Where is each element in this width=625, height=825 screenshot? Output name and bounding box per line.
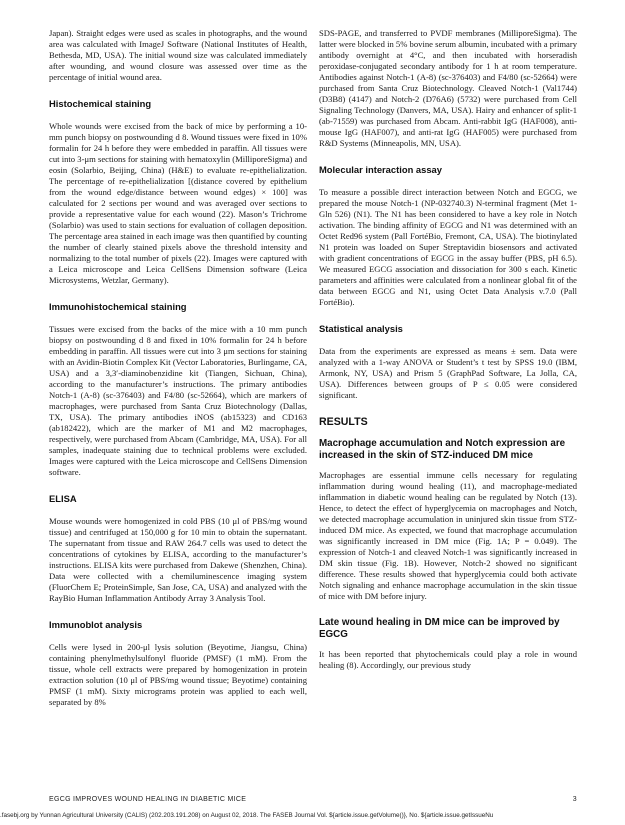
histochemical-staining-paragraph: Whole wounds were excised from the back of mice by performing a 10-mm punch biopsy on postwounding d 8. Wound tissues were fixed in 10% formalin for 24 h before they were embedded in paraffin. All tissues were cut into 3-μm sections for staining with hematoxylin (MilliporeSigma) and eosin (Solarbio, Beijing, China) (H&E) to evaluate re-epithelialization. The percentage of re-epithelialization [(distance covered by epithelium from the wound edge/distance between wound edges) × 100] was calculated for 2 sections per wound and was averaged over sections to provide a representative value for each wound (22). Mason’s Trichrome (Solarbio) was used to stain sections for evaluation of collagen deposition. The percentage area stained in each image was then quantified by counting the number of clearly stained pixels above the threshold intensity and normalizing to the total number of pixels (22). Images were captured with a Leica microscope and Leica CellSens Dimension software (Leica Microsystems, Wetzlar, Germany).: [49, 121, 307, 285]
molecular-interaction-heading: Molecular interaction assay: [319, 164, 442, 175]
statistical-analysis-heading: Statistical analysis: [319, 323, 403, 334]
results-heading: RESULTS: [319, 416, 368, 428]
download-notice: .fasebj.org by Yunnan Agricultural University (CALIS) (202.203.191.208) on August 02, 2018. The FASEB Journal Vol. ${article.issue.getVolume()}, No. ${article.issue.getIssueNu: [0, 812, 494, 819]
immunoblot-continued-paragraph: SDS-PAGE, and transferred to PVDF membranes (MilliporeSigma). The latter were blocked in 5% bovine serum albumin, incubated with a primary antibody overnight at 4°C, and then incubated with horseradish peroxidase-conjugated secondary antibody for 1 h at room temperature. Antibodies against Notch-1 (A-8) (sc-376403) and F4/80 (sc-52664) were purchased from Santa Cruz Biotechnology. Cleaved Notch-1 (Val1744) (D3B8) (4147) and Notch-2 (D76A6) (5732) were purchased from Cell Signaling Technology (Danvers, MA, USA). Hairy and enhancer of split-1 (ab-71559) was purchased from Abcam. Anti-rabbit IgG (HAF008), anti-mouse IgG (HAF007), and anti-rat IgG (HAF005) were purchased from R&D Systems (Minneapolis, MN, USA).: [319, 28, 577, 148]
results-macrophage-paragraph: Macrophages are essential immune cells necessary for regulating inflammation during wound healing (11), and macrophage-mediated inflammation in diabetic wound healing can be regulated by Notch (13). Hence, to detect the effect of hyperglycemia on macrophages and Notch, we detected macrophage accumulation in uninjured skin tissue from STZ-induced DM mice. As expected, we found that macrophage accumulation was significantly increased in DM mice (Fig. 1A; P = 0.049). The expression of Notch-1 and cleaved Notch-1 was significantly increased in DM skin tissue (Fig. 1B). However, Notch-2 showed no significant difference. These results showed that hyperglycemia could both activate Notch signaling and enhance macrophage accumulation in the skin tissue of mice with DM before injury.: [319, 470, 577, 601]
molecular-interaction-paragraph: To measure a possible direct interaction between Notch and EGCG, we prepared the mouse Notch-1 (NP-032740.3) N-terminal fragment (Met 1-Gln 526) (N1). The N1 has been considered to have a key role in Notch activation. The binding affinity of EGCG and N1 was determined with an Octet Red96 system (Pall FortéBio, Fremont, CA, USA). The biotinylated N1 protein was loaded on Super Streptavidin biosensors and activated with gradient concentrations of EGCG in the assay buffer (PBS, pH 6.5). We measured EGCG association and dissociation for 300 s each. Kinetic parameters and affinities were calculated from a nonlinear global fit of the data between EGCG and N1, using Octet Data Analysis v.7.0 (Pall FortéBio).: [319, 187, 577, 307]
immunoblot-analysis-heading: Immunoblot analysis: [49, 619, 143, 630]
elisa-paragraph: Mouse wounds were homogenized in cold PBS (10 μl of PBS/mg wound tissue) and centrifuged at 150,000 g for 10 min to obtain the supernatant. The supernatant from tissue and RAW 264.7 cells was used to detect the concentrations of cytokines by ELISA, according to the manufacturer’s instructions. ELISA kits were purchased from Dakewe (Shenzhen, China). Data were collected with a chemiluminescence imaging system (FluorChem E; ProteinSimple, San Jose, CA, USA) and analyzed with the RayBio Human Inflammation Antibody Array 3 Analysis Tool.: [49, 516, 307, 603]
results-subheading-macrophage: Macrophage accumulation and Notch expression are increased in the skin of STZ-induced DM mice: [319, 438, 566, 461]
intro-paragraph: Japan). Straight edges were used as scales in photographs, and the wound area was calculated with ImageJ Software (National Institutes of Health, Bethesda, MD, USA). The initial wound size was calculated immediately after wounding, and wound closure was assessed over time as the percentage of initial wound area.: [49, 28, 307, 82]
immunoblot-analysis-paragraph: Cells were lysed in 200-μl lysis solution (Beyotime, Jiangsu, China) containing phenylmethylsulfonyl fluoride (PMSF) (1 mM). From the tissue, whole cell extracts were prepared by homogenization in protein extraction solution (10 μl of PBS/mg wound tissue; Beyotime) containing PMSF (1 mM). Sixty micrograms protein was applied to each well, separated by 8%: [49, 642, 307, 707]
left-column: [49, 28, 307, 708]
elisa-heading: ELISA: [49, 493, 77, 504]
running-title: EGCG IMPROVES WOUND HEALING IN DIABETIC MICE: [49, 796, 247, 803]
statistical-analysis-paragraph: Data from the experiments are expressed as means ± sem. Data were analyzed with a 1-way ANOVA or Student’s t test by SPSS 19.0 (IBM, Armonk, NY, USA) and Prism 5 (GraphPad Software, La Jolla, CA, USA). Differences between groups of P ≤ 0.05 were considered significant.: [319, 346, 577, 400]
right-column: [319, 28, 577, 671]
results-late-healing-paragraph: It has been reported that phytochemicals could play a role in wound healing (8). Accordingly, our previous study: [319, 649, 577, 670]
histochemical-staining-heading: Histochemical staining: [49, 98, 152, 109]
immunohistochemical-staining-paragraph: Tissues were excised from the backs of the mice with a 10 mm punch biopsy on postwounding d 8 and fixed in 10% formalin for 24 h before embedding in paraffin. All tissues were cut into 3 μm sections for staining with an Avidin-Biotin Complex Kit (Vector Laboratories, Burlingame, CA, USA) and a 3,3′-diaminobenzidine kit (Tiangen, Sichuan, China), according to the manufacturer’s instructions. The primary antibodies Notch-1 (A-8) (sc-376403) and F4/80 (sc-52664), which are markers of macrophages, were purchased from Santa Cruz Biotechnology (Dallas, TX, USA). The primary antibodies iNOS (ab15323) and CD163 (ab182422), which are the marker of M1 and M2 macrophages, respectively, were purchased from Abcam (Cambridge, MA, USA). For all samples, inadequate staining due to technical problems were excluded. Images were captured with the Leica microscope and CellSens Dimension software.: [49, 324, 307, 477]
page-number: 3: [572, 796, 577, 803]
results-subheading-late-healing: Late wound healing in DM mice can be improved by EGCG: [319, 617, 560, 640]
immunohistochemical-staining-heading: Immunohistochemical staining: [49, 301, 187, 312]
